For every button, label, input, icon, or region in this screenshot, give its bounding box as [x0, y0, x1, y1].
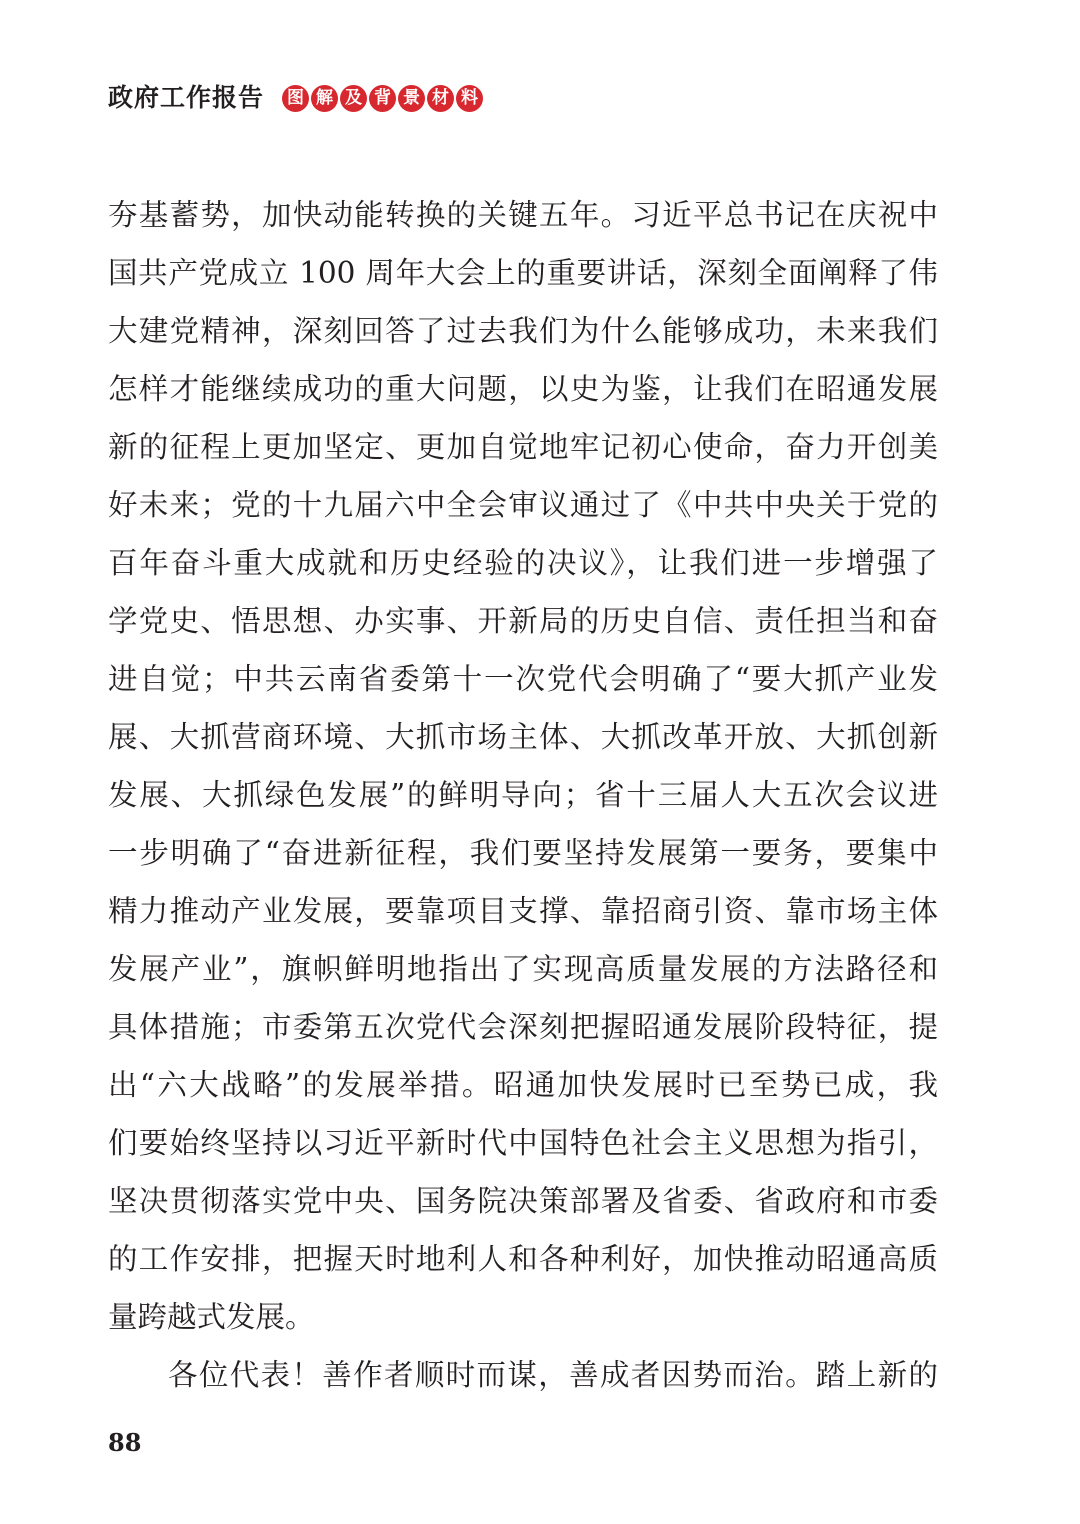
header-badge: 料 [456, 85, 483, 112]
running-header [108, 80, 483, 116]
text-line: 学党史、悟思想、办实事、开新局的历史自信、责任担当和奋 [108, 604, 938, 638]
header-badge-group [282, 85, 483, 112]
text-line: 坚决贯彻落实党中央、国务院决策部署及省委、省政府和市委 [108, 1184, 938, 1218]
text-line: 怎样才能继续成功的重大问题，以史为鉴，让我们在昭通发展 [108, 372, 938, 406]
header-title: 政府工作报告 [108, 83, 265, 112]
header-badge: 背 [369, 85, 396, 112]
text-line: 一步明确了“奋进新征程，我们要坚持发展第一要务，要集中 [108, 836, 938, 870]
header-badge: 解 [311, 85, 338, 112]
paragraph-2 [108, 1346, 938, 1404]
text-line: 们要始终坚持以习近平新时代中国特色社会主义思想为指引， [108, 1126, 938, 1160]
text-line: 出“六大战略”的发展举措。昭通加快发展时已至势已成，我 [108, 1068, 938, 1102]
text-line: 夯基蓄势，加快动能转换的关键五年。习近平总书记在庆祝中 [108, 198, 938, 232]
text-line: 发展、大抓绿色发展”的鲜明导向；省十三届人大五次会议进 [108, 778, 938, 812]
header-badge: 材 [427, 85, 454, 112]
text-line: 发展产业”，旗帜鲜明地指出了实现高质量发展的方法路径和 [108, 952, 938, 986]
text-line: 进自觉；中共云南省委第十一次党代会明确了“要大抓产业发 [108, 662, 938, 696]
text-line: 展、大抓营商环境、大抓市场主体、大抓改革开放、大抓创新 [108, 720, 938, 754]
header-badge: 及 [340, 85, 367, 112]
text-line: 好未来；党的十九届六中全会审议通过了《中共中央关于党的 [108, 488, 938, 522]
text-line: 新的征程上更加坚定、更加自觉地牢记初心使命，奋力开创美 [108, 430, 938, 464]
page-number: 88 [108, 1428, 142, 1457]
text-line: 具体措施；市委第五次党代会深刻把握昭通发展阶段特征，提 [108, 1010, 938, 1044]
text-line: 国共产党成立 100 周年大会上的重要讲话，深刻全面阐释了伟 [108, 256, 938, 290]
header-badge: 景 [398, 85, 425, 112]
text-line: 精力推动产业发展，要靠项目支撑、靠招商引资、靠市场主体 [108, 894, 938, 928]
text-line: 各位代表！善作者顺时而谋，善成者因势而治。踏上新的 [168, 1358, 938, 1392]
text-line: 量跨越式发展。 [108, 1300, 315, 1334]
text-line: 的工作安排，把握天时地利人和各种利好，加快推动昭通高质 [108, 1242, 938, 1276]
paragraph-1 [108, 186, 938, 1346]
header-badge: 图 [282, 85, 309, 112]
text-line: 大建党精神，深刻回答了过去我们为什么能够成功，未来我们 [108, 314, 938, 348]
text-line: 百年奋斗重大成就和历史经验的决议》，让我们进一步增强了 [108, 546, 938, 580]
body-text [108, 186, 938, 1404]
